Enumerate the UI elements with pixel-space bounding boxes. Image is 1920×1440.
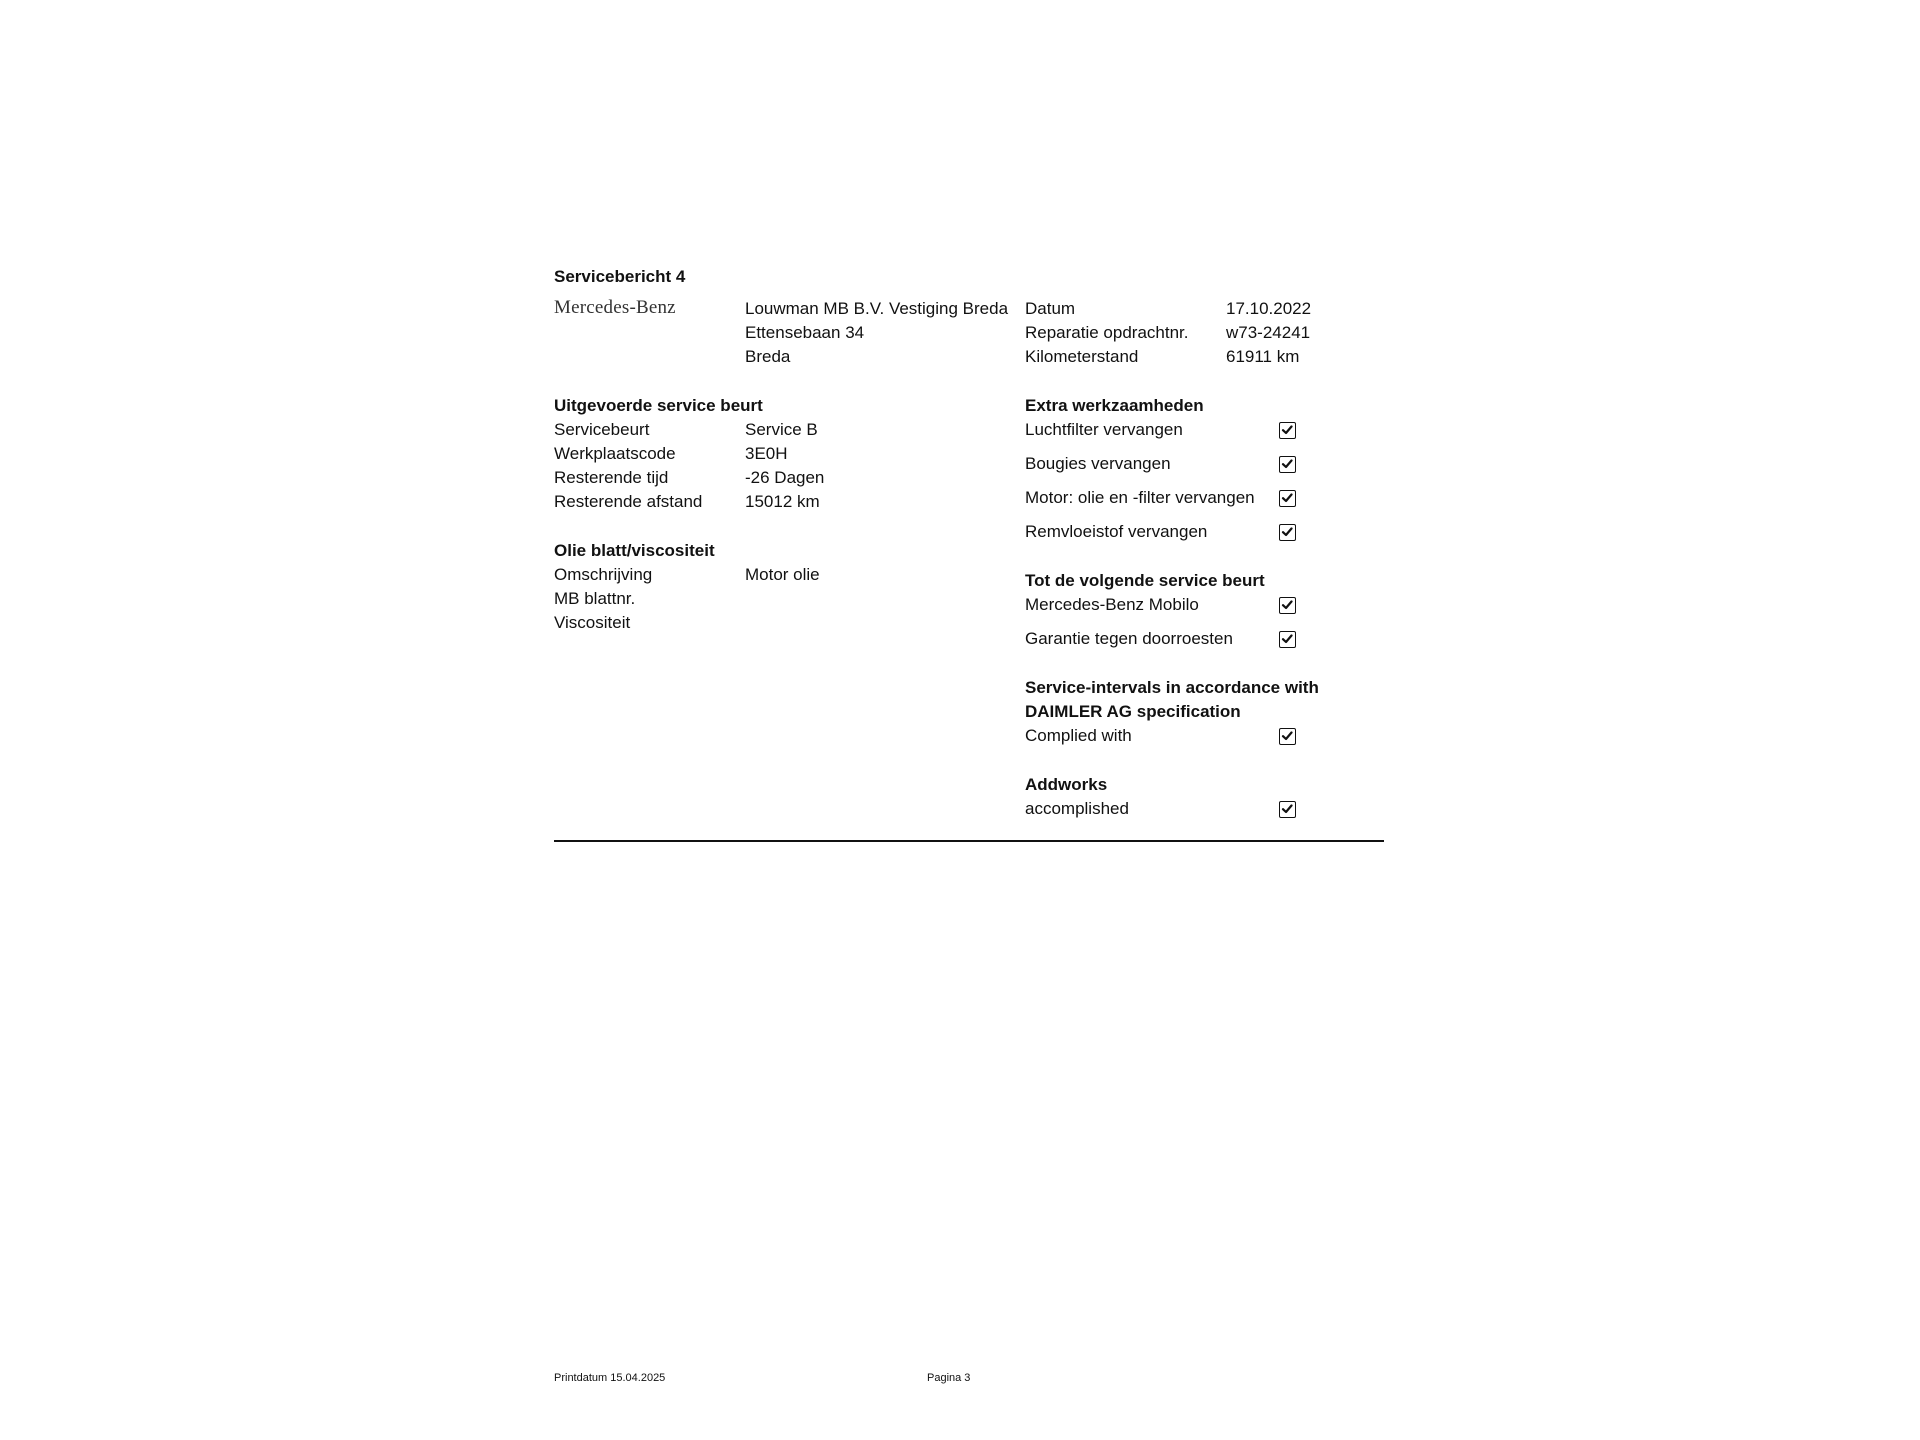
checkbox-checked-icon[interactable]: [1279, 597, 1296, 614]
meta-label-order: Reparatie opdrachtnr.: [1025, 323, 1189, 342]
extra-item-label: Bougies vervangen: [1025, 454, 1171, 473]
oil-heading: Olie blatt/viscositeit: [554, 541, 715, 560]
meta-value-mileage: 61911 km: [1226, 347, 1300, 366]
page-title: Servicebericht 4: [554, 267, 686, 286]
oil-label: Viscositeit: [554, 613, 631, 632]
footer-page-number: Pagina 3: [927, 1372, 971, 1384]
section-divider: [554, 840, 1384, 842]
dealer-street: Ettensebaan 34: [745, 323, 865, 342]
checkbox-checked-icon[interactable]: [1279, 801, 1296, 818]
brand-logo: Mercedes-Benz: [554, 297, 676, 318]
checkbox-checked-icon[interactable]: [1279, 524, 1296, 541]
meta-label-mileage: Kilometerstand: [1025, 347, 1139, 366]
footer-printdate: Printdatum 15.04.2025: [554, 1372, 666, 1384]
extra-heading: Extra werkzaamheden: [1025, 396, 1204, 415]
meta-label-date: Datum: [1025, 299, 1076, 318]
checkbox-checked-icon[interactable]: [1279, 490, 1296, 507]
extra-item-label: Remvloeistof vervangen: [1025, 522, 1208, 541]
meta-value-order: w73-24241: [1226, 323, 1311, 342]
extra-item-label: Motor: olie en -filter vervangen: [1025, 488, 1255, 507]
service-value: 15012 km: [745, 492, 820, 511]
extra-item-label: Luchtfilter vervangen: [1025, 420, 1183, 439]
service-label: Werkplaatscode: [554, 444, 676, 463]
service-value: 3E0H: [745, 444, 788, 463]
intervals-heading-line1: Service-intervals in accordance with: [1025, 678, 1319, 697]
next-item-label: Garantie tegen doorroesten: [1025, 629, 1233, 648]
service-label: Resterende tijd: [554, 468, 669, 487]
service-label: Resterende afstand: [554, 492, 703, 511]
addworks-heading: Addworks: [1025, 775, 1108, 794]
meta-value-date: 17.10.2022: [1226, 299, 1312, 318]
checkbox-checked-icon[interactable]: [1279, 631, 1296, 648]
next-heading: Tot de volgende service beurt: [1025, 571, 1265, 590]
oil-value: Motor olie: [745, 565, 820, 584]
dealer-city: Breda: [745, 347, 791, 366]
service-heading: Uitgevoerde service beurt: [554, 396, 763, 415]
checkbox-checked-icon[interactable]: [1279, 728, 1296, 745]
service-value: Service B: [745, 420, 818, 439]
addworks-item-label: accomplished: [1025, 799, 1129, 818]
intervals-item-label: Complied with: [1025, 726, 1132, 745]
checkbox-checked-icon[interactable]: [1279, 456, 1296, 473]
service-value: -26 Dagen: [745, 468, 825, 487]
oil-label: Omschrijving: [554, 565, 653, 584]
checkbox-checked-icon[interactable]: [1279, 422, 1296, 439]
next-item-label: Mercedes-Benz Mobilo: [1025, 595, 1199, 614]
intervals-heading-line2: DAIMLER AG specification: [1025, 702, 1241, 721]
service-label: Servicebeurt: [554, 420, 650, 439]
oil-label: MB blattnr.: [554, 589, 636, 608]
dealer-name: Louwman MB B.V. Vestiging Breda: [745, 299, 1009, 318]
